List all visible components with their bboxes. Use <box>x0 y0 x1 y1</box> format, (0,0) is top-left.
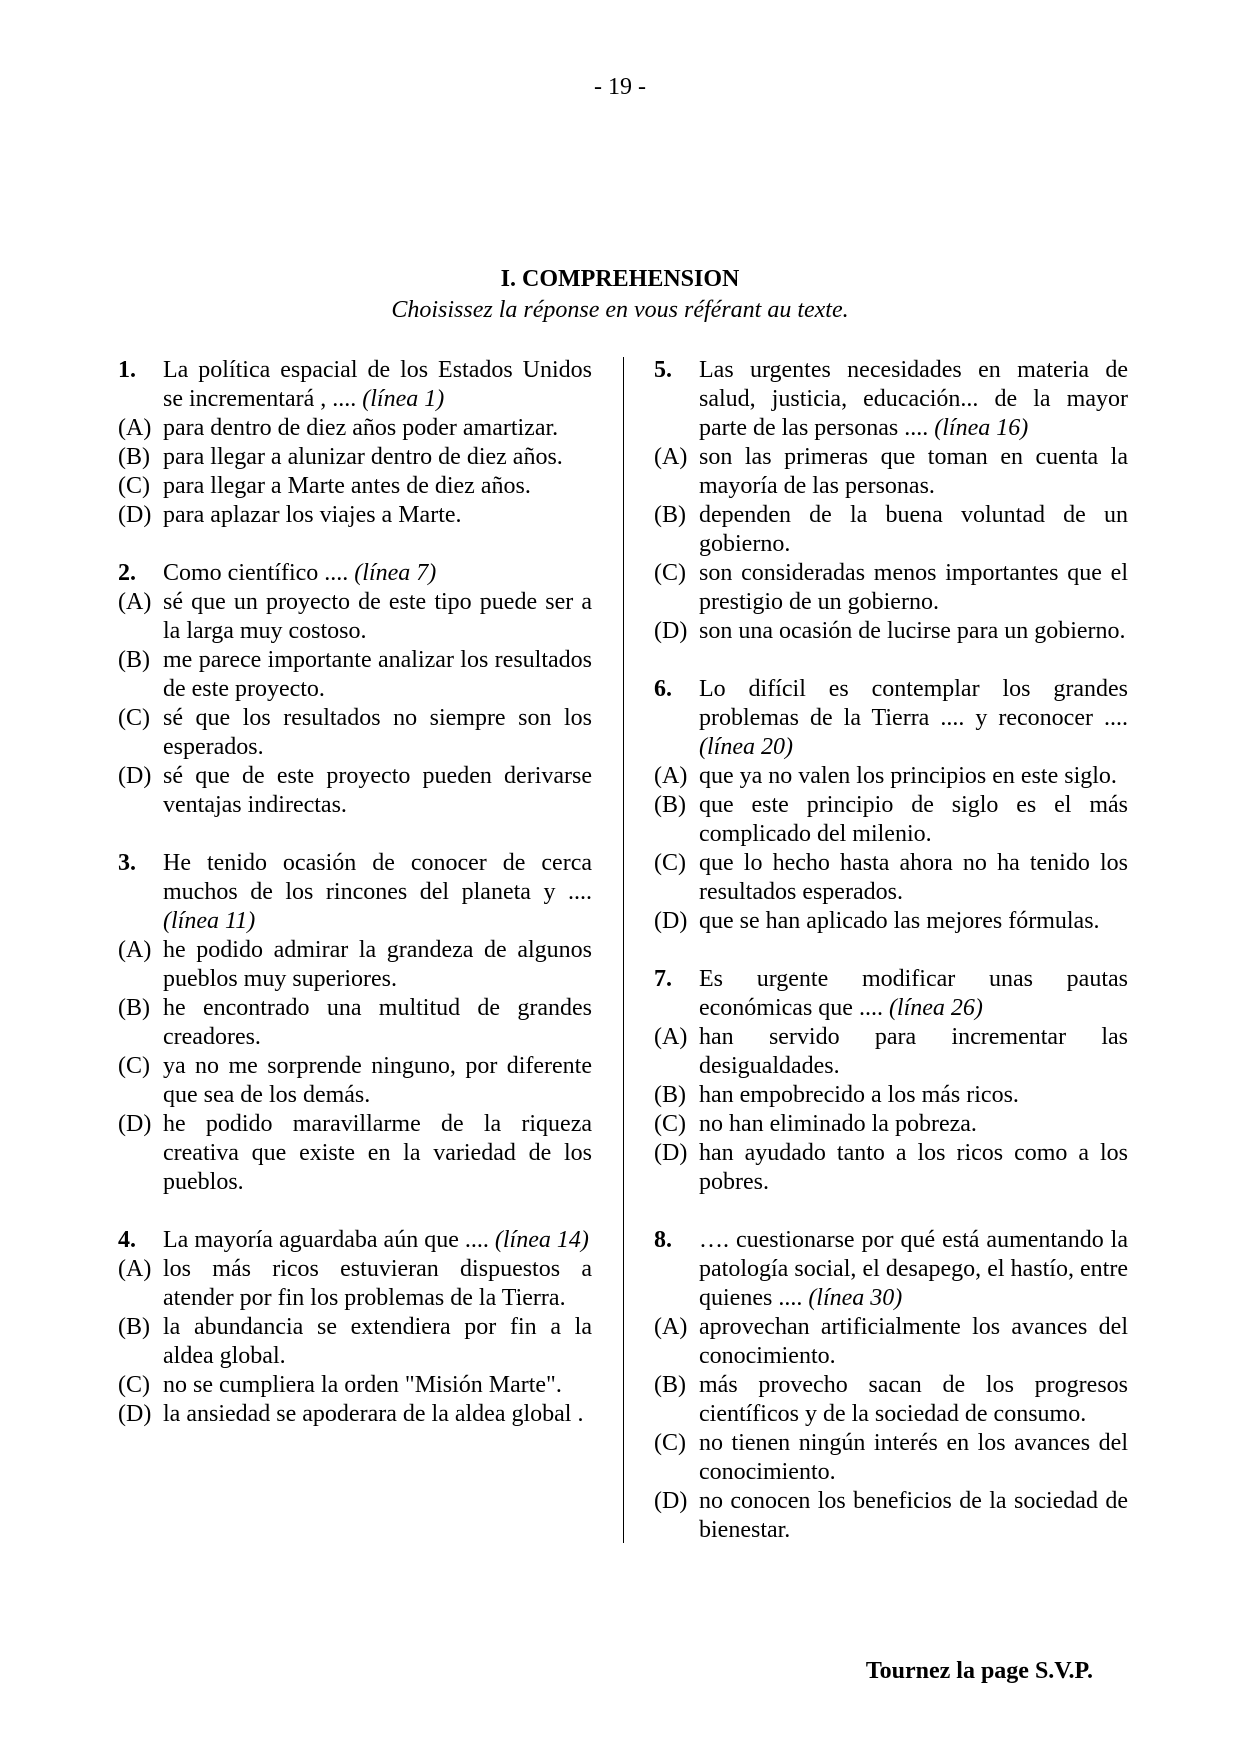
question-number: 6. <box>654 676 672 702</box>
column-divider <box>623 357 624 1543</box>
answer-option <box>118 1371 592 1400</box>
question-number: 7. <box>654 966 672 992</box>
question-stem <box>163 849 592 936</box>
question-stem-row <box>118 559 592 588</box>
page-number: - 19 - <box>594 74 646 100</box>
left-column <box>118 356 592 1458</box>
question-stem-row <box>654 675 1128 762</box>
option-text: que ya no valen los principios en este siglo. <box>699 763 1117 789</box>
question-block <box>118 1226 592 1429</box>
option-letter: (C) <box>654 1111 686 1137</box>
option-text: sé que los resultados no siempre son los esperados. <box>163 705 592 760</box>
answer-option <box>118 1110 592 1197</box>
line-reference: (línea 16) <box>934 415 1029 441</box>
question-stem-text: La mayoría aguardaba aún que .... <box>163 1227 489 1253</box>
option-letter: (D) <box>654 618 688 644</box>
option-letter: (C) <box>654 560 686 586</box>
option-letter: (D) <box>118 502 152 528</box>
answer-option <box>654 1371 1128 1429</box>
question-block <box>118 849 592 1197</box>
answer-option <box>654 849 1128 907</box>
answer-option <box>118 501 592 530</box>
question-stem-row <box>118 356 592 414</box>
question-number: 2. <box>118 560 136 586</box>
option-text: para aplazar los viajes a Marte. <box>163 502 462 528</box>
question-stem-text: Es urgente modificar unas pautas económicas que .... <box>699 966 1128 1021</box>
question-stem-text: La política espacial de los Estados Unidos se incrementará , .... <box>163 357 592 412</box>
question-number: 1. <box>118 357 136 383</box>
question-stem <box>163 559 592 588</box>
option-letter: (C) <box>118 1053 150 1079</box>
option-text: sé que de este proyecto pueden derivarse ventajas indirectas. <box>163 763 592 818</box>
question-stem <box>699 1226 1128 1313</box>
question-stem-text: Lo difícil es contemplar los grandes problemas de la Tierra .... y reconocer .... <box>699 676 1128 731</box>
option-letter: (A) <box>118 937 152 963</box>
option-text: para llegar a Marte antes de diez años. <box>163 473 531 499</box>
option-text: los más ricos estuvieran dispuestos a atender por fin los problemas de la Tierra. <box>163 1256 592 1311</box>
option-letter: (C) <box>118 705 150 731</box>
answer-option <box>118 443 592 472</box>
option-text: han empobrecido a los más ricos. <box>699 1082 1019 1108</box>
answer-option <box>654 1313 1128 1371</box>
line-reference: (línea 1) <box>362 386 445 412</box>
option-text: han ayudado tanto a los ricos como a los pobres. <box>699 1140 1128 1195</box>
question-stem-row <box>654 1226 1128 1313</box>
option-letter: (B) <box>654 1372 686 1398</box>
option-text: he encontrado una multitud de grandes creadores. <box>163 995 592 1050</box>
answer-option <box>654 1110 1128 1139</box>
question-stem <box>699 965 1128 1023</box>
option-text: he podido maravillarme de la riqueza creativa que existe en la variedad de los pueblos. <box>163 1111 592 1195</box>
page-footer: Tournez la page S.V.P. <box>865 1658 1093 1684</box>
question-block <box>654 965 1128 1197</box>
answer-option <box>118 646 592 704</box>
line-reference: (línea 30) <box>808 1285 903 1311</box>
question-stem-row <box>118 1226 592 1255</box>
option-text: he podido admirar la grandeza de algunos pueblos muy superiores. <box>163 937 592 992</box>
option-text: me parece importante analizar los resultados de este proyecto. <box>163 647 592 702</box>
option-letter: (B) <box>654 792 686 818</box>
answer-option <box>654 762 1128 791</box>
question-number: 3. <box>118 850 136 876</box>
question-block <box>654 675 1128 936</box>
line-reference: (línea 26) <box>888 995 983 1021</box>
option-text: ya no me sorprende ninguno, por diferente que sea de los demás. <box>163 1053 592 1108</box>
option-letter: (A) <box>654 1024 688 1050</box>
option-text: para llegar a alunizar dentro de diez años. <box>163 444 563 470</box>
answer-option <box>654 443 1128 501</box>
option-letter: (D) <box>654 1488 688 1514</box>
option-letter: (C) <box>654 850 686 876</box>
option-letter: (D) <box>654 1140 688 1166</box>
option-text: para dentro de diez años poder amartizar. <box>163 415 559 441</box>
option-text: son consideradas menos importantes que el prestigio de un gobierno. <box>699 560 1128 615</box>
option-letter: (A) <box>654 763 688 789</box>
answer-option <box>118 472 592 501</box>
option-text: aprovechan artificialmente los avances del conocimiento. <box>699 1314 1128 1369</box>
question-stem-row <box>118 849 592 936</box>
question-stem-text: He tenido ocasión de conocer de cerca muchos de los rincones del planeta y .... <box>163 850 592 905</box>
question-stem <box>163 1226 592 1255</box>
answer-option <box>118 704 592 762</box>
answer-option <box>654 1429 1128 1487</box>
option-text: la abundancia se extendiera por fin a la aldea global. <box>163 1314 592 1369</box>
option-letter: (D) <box>118 1401 152 1427</box>
option-text: la ansiedad se apoderara de la aldea global . <box>163 1401 584 1427</box>
section-title: I. COMPREHENSION <box>500 266 740 292</box>
option-text: que este principio de siglo es el más complicado del milenio. <box>699 792 1128 847</box>
answer-option <box>118 1313 592 1371</box>
answer-option <box>654 501 1128 559</box>
option-letter: (A) <box>654 1314 688 1340</box>
question-stem-text: Las urgentes necesidades en materia de salud, justicia, educación... de la mayor parte de las personas .... <box>699 357 1128 441</box>
option-text: que lo hecho hasta ahora no ha tenido los resultados esperados. <box>699 850 1128 905</box>
question-stem-row <box>654 965 1128 1023</box>
option-letter: (A) <box>118 415 152 441</box>
option-letter: (B) <box>118 1314 150 1340</box>
question-block <box>118 356 592 530</box>
line-reference: (línea 7) <box>354 560 437 586</box>
option-text: sé que un proyecto de este tipo puede ser a la larga muy costoso. <box>163 589 592 644</box>
answer-option <box>118 936 592 994</box>
option-letter: (B) <box>118 647 150 673</box>
question-block <box>118 559 592 820</box>
option-letter: (A) <box>654 444 688 470</box>
answer-option <box>654 1487 1128 1545</box>
answer-option <box>654 1023 1128 1081</box>
option-letter: (D) <box>654 908 688 934</box>
option-text: no han eliminado la pobreza. <box>699 1111 977 1137</box>
option-text: dependen de la buena voluntad de un gobierno. <box>699 502 1128 557</box>
option-letter: (B) <box>654 502 686 528</box>
option-text: no conocen los beneficios de la sociedad de bienestar. <box>699 1488 1128 1543</box>
option-letter: (C) <box>654 1430 686 1456</box>
section-subtitle: Choisissez la réponse en vous référant au texte. <box>391 297 849 323</box>
option-letter: (B) <box>118 444 150 470</box>
question-number: 8. <box>654 1227 672 1253</box>
answer-option <box>118 762 592 820</box>
option-letter: (C) <box>118 473 150 499</box>
question-number: 4. <box>118 1227 136 1253</box>
option-letter: (A) <box>118 589 152 615</box>
answer-option <box>654 1139 1128 1197</box>
question-stem <box>699 675 1128 762</box>
question-number: 5. <box>654 357 672 383</box>
option-letter: (D) <box>118 1111 152 1137</box>
option-letter: (A) <box>118 1256 152 1282</box>
question-stem <box>699 356 1128 443</box>
answer-option <box>654 907 1128 936</box>
answer-option <box>654 791 1128 849</box>
question-stem-row <box>654 356 1128 443</box>
option-text: han servido para incrementar las desigualdades. <box>699 1024 1128 1079</box>
question-stem <box>163 356 592 414</box>
option-text: no tienen ningún interés en los avances del conocimiento. <box>699 1430 1128 1485</box>
answer-option <box>118 588 592 646</box>
option-text: son una ocasión de lucirse para un gobierno. <box>699 618 1126 644</box>
line-reference: (línea 11) <box>163 908 256 934</box>
option-letter: (B) <box>118 995 150 1021</box>
answer-option <box>654 559 1128 617</box>
answer-option <box>654 617 1128 646</box>
answer-option <box>118 1400 592 1429</box>
option-text: no se cumpliera la orden "Misión Marte". <box>163 1372 562 1398</box>
question-block <box>654 356 1128 646</box>
question-stem-text: …. cuestionarse por qué está aumentando la patología social, el desapego, el hastío, entre quienes .... <box>699 1227 1128 1311</box>
answer-option <box>118 1052 592 1110</box>
answer-option <box>654 1081 1128 1110</box>
option-text: son las primeras que toman en cuenta la mayoría de las personas. <box>699 444 1128 499</box>
answer-option <box>118 994 592 1052</box>
line-reference: (línea 14) <box>494 1227 589 1253</box>
option-text: que se han aplicado las mejores fórmulas. <box>699 908 1100 934</box>
right-column <box>654 356 1128 1574</box>
option-letter: (B) <box>654 1082 686 1108</box>
answer-option <box>118 414 592 443</box>
question-stem-text: Como científico .... <box>163 560 349 586</box>
question-block <box>654 1226 1128 1545</box>
answer-option <box>118 1255 592 1313</box>
option-text: más provecho sacan de los progresos científicos y de la sociedad de consumo. <box>699 1372 1128 1427</box>
line-reference: (línea 20) <box>699 734 793 760</box>
option-letter: (C) <box>118 1372 150 1398</box>
option-letter: (D) <box>118 763 152 789</box>
